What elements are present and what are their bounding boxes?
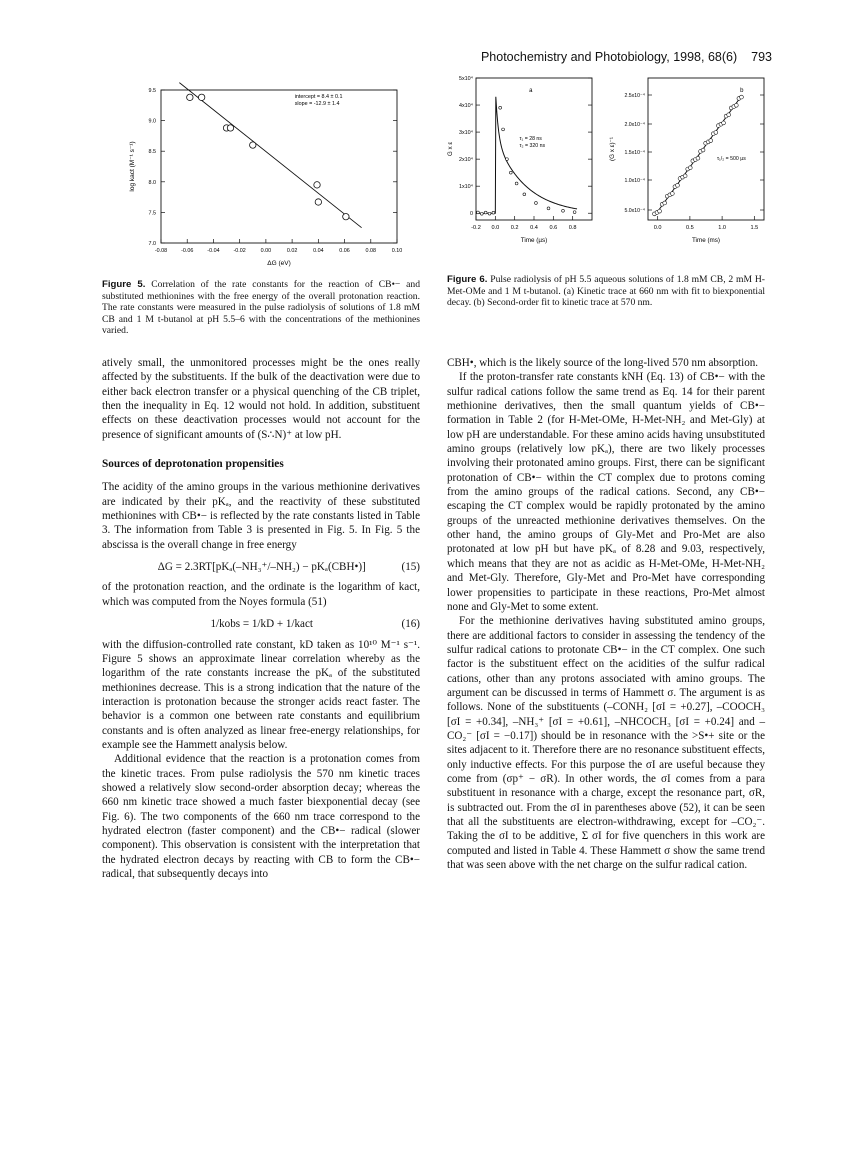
fig6b-data-point: [676, 183, 680, 187]
fig6a-x-tick-label: -0.2: [471, 225, 481, 231]
fig5-x-tick-label: -0.08: [154, 248, 168, 254]
fig5-x-tick-label: 0.08: [365, 248, 377, 254]
fig6a-data-point: [523, 193, 526, 196]
right-column: [447, 356, 765, 872]
fig6b-plot-frame: [648, 78, 764, 220]
fig6b-data-point: [683, 174, 687, 178]
right-paragraph-2: If the proton-transfer rate constants kNH (Eq. 13) of CB•− with the sulfur radical cations follow the same trend as Eq. 14 for their parent methionine derivatives, then the small quantum yields of CB•− formation in Table 2 (for H-Met-OMe, H-Met-NH₂ and Met-Gly) at low pH are understandable. For these amino acids having unsubstituted amino groups (relatively low pKₐ), there are two likely processes involving their protonated amino groups. First, there can be significant protonation of CB•− within the CT complex due to protons coming from the amino groups of the radical cations. Second, any CB•− escaping the CT complex would be rapidly protonated by the amino groups of the unreacted methionine derivatives themselves. On the other hand, the amino groups of Gly-Met and Pro-Met are also protonated at low pH but have pKₐ of 8.28 and 9.03, respectively, which means that they are not as acidic as H-Met-OMe, H-Met-NH₂ and Met-Gly. Therefore, Gly-Met and Pro-Met have corresponding lower propensities to participate in these reactions, Pro-Met almost none and Gly-Met to some extent.: [447, 371, 765, 613]
fig5-y-axis-label: log kact (M⁻¹ s⁻¹): [129, 141, 136, 192]
fig6b-y-tick-label: 2.0x10⁻⁴: [624, 122, 645, 128]
fig5-x-tick-label: 0.04: [313, 248, 324, 254]
fig6b-data-point: [663, 201, 667, 205]
fig6a-y-tick-label: 1x10⁴: [458, 184, 473, 191]
fig5-y-tick-label: 8.0: [148, 179, 156, 186]
left-paragraph-4: with the diffusion-controlled rate constant, kD taken as 10¹⁰ M⁻¹ s⁻¹. Figure 5 shows an approximate linear correlation whereby as the logarithm of the rate constants increase the pKₐ of the substituted methionines decrease. This is a strong indication that the nature of the interaction is protonation because the stronger acids react faster. The behavior is a common one between rate constants and equilibrium constants and is often analyzed as linear free-energy relationships, for example see the Hammett analysis below.: [102, 638, 420, 751]
fig6a-y-tick-label: 4x10⁴: [458, 103, 473, 110]
fig6a-x-tick-label: 0.4: [530, 225, 538, 231]
equation-15: [102, 560, 420, 574]
running-header: [481, 50, 772, 64]
fig6a-x-tick-label: 0.0: [491, 225, 500, 231]
fig5-x-tick-label: -0.02: [233, 248, 246, 254]
figure-6-text: Pulse radiolysis of pH 5.5 aqueous solutions of 1.8 mM CB, 2 mM H-Met-OMe and 1 M t-butanol. (a) Kinetic trace at 660 nm with fit to biexponential decay. (b) Second-order fit to kinetic trace at 570 nm.: [447, 274, 765, 309]
figure-5-caption: [102, 279, 420, 337]
fig5-data-point: [314, 182, 320, 188]
left-paragraph-3: of the protonation reaction, and the ordinate is the logarithm of kact, which was computed from the Noyes formula (51): [102, 581, 420, 608]
fig6b-data-point: [727, 113, 731, 117]
fig6b-x-tick-label: 1.0: [718, 225, 727, 231]
fig6a-y-tick-label: 0: [470, 211, 473, 218]
fig6a-data-point: [506, 158, 509, 161]
fig5-data-point: [315, 199, 321, 205]
fig6b-y-tick-label: 1.5x10⁻⁴: [624, 150, 645, 156]
fig6b-annotation-half-life: τ₁/₂ = 500 µs: [716, 156, 746, 162]
fig6a-data-point: [480, 212, 483, 215]
fig6b-data-point: [696, 156, 700, 160]
fig5-x-tick-label: 0.02: [286, 248, 298, 254]
fig5-x-tick-label: 0.06: [339, 248, 350, 254]
fig5-data-point: [227, 125, 233, 131]
left-paragraph-1: atively small, the unmonitored processes might be the ones really affected by the substituents. If the bulk of the deactivation were due to either back electron transfer or a physical quenching of the CB triplet, then the inequality in Eq. 12 would not hold. In addition, substituent effects on these deactivation processes would not account for the presence of significant amounts of (S∴N)⁺ at low pH.: [102, 357, 420, 441]
fig6a-data-point: [502, 128, 505, 131]
fig6b-x-tick-label: 0.0: [653, 225, 662, 231]
fig6a-data-point: [477, 211, 480, 214]
fig5-annotation-slope: slope = -12.9 ± 1.4: [294, 101, 340, 107]
fig6b-data-point: [658, 209, 662, 213]
fig6a-x-tick-label: 0.8: [568, 225, 577, 231]
fig5-y-tick-label: 8.5: [148, 149, 156, 156]
fig6b-x-axis-label: Time (ms): [691, 237, 721, 244]
fig5-y-tick-label: 7.0: [148, 241, 156, 247]
figure-6a-chart: [440, 70, 600, 270]
fig6a-y-tick-label: 2x10⁴: [458, 157, 473, 164]
figure-5-text: Correlation of the rate constants for the reaction of CB•− and substituted methionines with the free energy of the overall protonation reaction. The rate constants were measured in the pulse radiolysis of solutions of 1.8 mM CB and 1 M t-butanol at pH 5.5–6 with the concentrations of the methionines varied.: [102, 279, 421, 337]
fig6a-x-axis-label: Time (µs): [520, 237, 548, 244]
fig6b-data-point: [670, 192, 674, 196]
equation-16-number: (16): [401, 618, 420, 631]
fig5-data-point: [198, 94, 204, 100]
fig6b-y-axis-label: (G x ε)⁻¹: [609, 137, 616, 161]
fig6a-data-point: [562, 209, 565, 212]
fig6a-y-axis-label: G x ε: [447, 141, 454, 157]
fig6a-data-point: [547, 207, 550, 210]
equation-16: [102, 617, 420, 631]
fig6a-data-point: [535, 202, 538, 205]
fig6b-data-point: [734, 103, 738, 107]
fig6a-panel-label: a: [529, 88, 533, 94]
fig6a-data-point: [509, 171, 512, 174]
figure-6b-chart: [600, 70, 770, 270]
fig6a-plot-frame: [476, 78, 592, 220]
fig5-x-tick-label: 0.10: [391, 248, 403, 254]
equation-15-body: ΔG = 2.3RT[pKₐ(–NH₃⁺/–NH₂) − pKₐ(CBH•)]: [157, 561, 366, 574]
fig5-x-tick-label: 0.00: [260, 248, 272, 254]
fig6b-data-point: [722, 121, 726, 125]
fig5-plot-frame: [161, 90, 397, 243]
fig6a-fit-curve: [476, 97, 577, 213]
fig5-x-axis-label: ΔG (eV): [267, 260, 291, 267]
figure-5-label: Figure 5.: [102, 279, 146, 290]
figure-6-label: Figure 6.: [447, 274, 488, 285]
fig5-data-point: [250, 142, 256, 148]
equation-15-number: (15): [401, 561, 420, 574]
fig6a-x-tick-label: 0.6: [549, 225, 558, 231]
equation-16-body: 1/kobs = 1/kD + 1/kact: [210, 618, 313, 631]
fig5-data-point: [187, 94, 193, 100]
fig6b-data-point: [688, 166, 692, 170]
fig5-x-tick-label: -0.04: [207, 248, 220, 254]
fig6b-x-tick-label: 0.5: [685, 225, 694, 231]
fig5-y-tick-label: 9.5: [148, 88, 156, 94]
fig6a-annotation-tau2: τ₂ = 320 ns: [519, 142, 546, 149]
right-paragraph-3: For the methionine derivatives having substituted amino groups, there are additional factors to consider in assessing the tendency of the sulfur radical cations to protonate CB•− in the CT complex. One such factor is the substituent effect on the acidities of the sulfur radical cations, other than any protons associated with amino groups. The argument can be discussed in terms of Hammett σ. The argument is as follows. None of the substituents (–CONH₂ [σI = +0.27], –COOCH₃ [σI = +0.34], –NH₃⁺ [σI = +0.61], –NHCOCH₃ [σI = +0.24] and –CO₂⁻ [σI = −0.17]) should be in resonance with the >S•+ site or the sites adjacent to it. Therefore there are no resonance substituent effects, only inductive effects. For this purpose the σI are useful because they come from (σp⁺ − σR). In other words, the σI comes from a para substituent in resonance with a charge, except the resonance part, σR, is subtracted out. From the σI in parentheses above (52), it can be seen that all the substituents are electron-withdrawing, except for –CO₂⁻. Taking the σI to be additive, Σ σI for five quenchers in this work are computed and listed in Table 4. These Hammett σ show the same trend that was seen above with the net charge on the sulfur radical cation.: [447, 615, 765, 872]
fig6a-data-point: [488, 212, 491, 215]
fig6b-y-tick-label: 1.0x10⁻⁴: [624, 178, 645, 184]
left-column: [102, 356, 420, 881]
fig6b-data-point: [709, 139, 713, 143]
fig6b-y-tick-label: 2.5x10⁻⁴: [624, 93, 645, 99]
fig5-y-tick-label: 7.5: [148, 210, 156, 217]
fig5-y-tick-label: 9.0: [148, 118, 156, 125]
fig6b-data-point: [714, 130, 718, 134]
fig6b-data-point: [740, 95, 744, 99]
figure-5-chart: [116, 80, 426, 275]
fig6a-x-tick-label: 0.2: [510, 225, 519, 231]
fig6b-x-tick-label: 1.5: [750, 225, 759, 231]
fig6a-y-tick-label: 5x10⁴: [458, 76, 473, 82]
left-paragraph-5: Additional evidence that the reaction is a protonation comes from the kinetic traces. From pulse radiolysis the 570 nm kinetic traces showed a relatively slow second-order absorption decay; whereas the 660 nm kinetic trace showed a much faster biexponential decay (see Fig. 6). The two components of the 660 nm trace correspond to the hydrated electron (faster component) and the CB•− radical (slower component). This observation is consistent with the interpretation that the hydrated electron decays by reacting with CB to form the CB•− radical, that subsequently decays into: [102, 753, 420, 880]
page-number: 793: [751, 50, 772, 64]
fig5-x-tick-label: -0.06: [181, 248, 194, 254]
fig6a-data-point: [573, 211, 576, 214]
fig6a-y-tick-label: 3x10⁴: [458, 130, 473, 137]
fig6b-data-point: [701, 148, 705, 152]
right-paragraph-1: CBH•, which is the likely source of the long-lived 570 nm absorption.: [447, 357, 759, 369]
fig6a-annotation-tau1: τ₁ = 28 ns: [519, 136, 542, 143]
fig6b-panel-label: b: [740, 88, 744, 94]
fig5-annotation-intercept: intercept = 8.4 ± 0.1: [294, 94, 343, 100]
fig6a-data-point: [492, 211, 495, 214]
section-heading: Sources of deprotonation propensities: [102, 458, 284, 471]
figure-6-caption: [447, 274, 765, 309]
fig6b-y-tick-label: 5.0x10⁻⁴: [624, 208, 645, 214]
fig5-data-point: [343, 213, 349, 219]
left-paragraph-2: The acidity of the amino groups in the various methionine derivatives are indicated by their pKₐ, and the reactivity of these substituted methionines with CB•− is reflected by the rate constants listed in Table 3. The information from Table 3 is presented in Fig. 5. In Fig. 5 the abscissa is the overall change in free energy: [102, 481, 420, 551]
fig6a-data-point: [484, 211, 487, 214]
fig6a-data-point: [499, 106, 502, 109]
fig6a-data-point: [515, 182, 518, 185]
journal-citation: Photochemistry and Photobiology, 1998, 68(6): [480, 50, 738, 64]
